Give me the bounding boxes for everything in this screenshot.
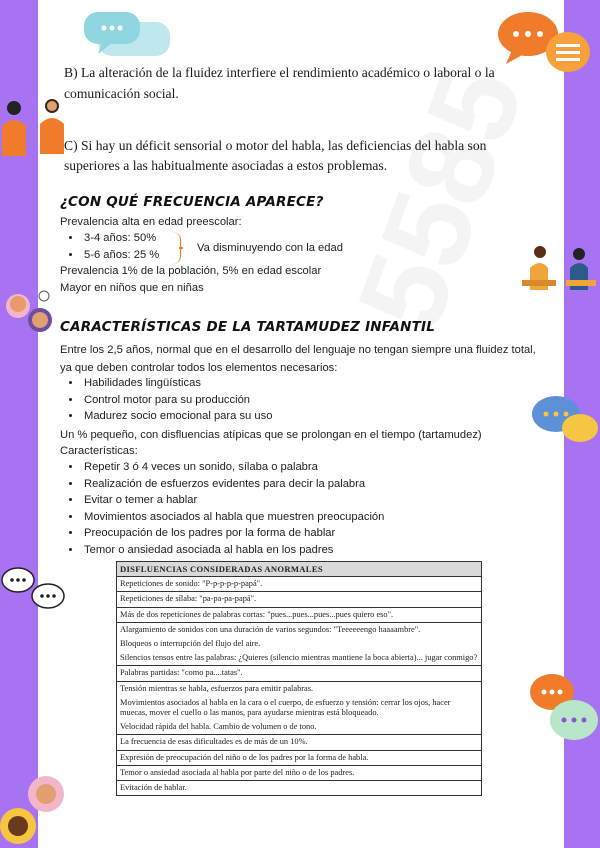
disfluencias-table — [116, 561, 482, 796]
table-row: Temor o ansiedad asociada al habla por parte del niño o de los padres. — [117, 765, 482, 780]
table-row: Expresión de preocupación del niño o de los padres por la forma de habla. — [117, 750, 482, 765]
table-row: Tensión mientras se habla, esfuerzos para emitir palabras. — [117, 681, 482, 696]
typing-bubbles-icon — [0, 566, 72, 612]
porcentaje-text: Un % pequeño, con disfluencias atípicas que se prolongan en el tiempo (tartamudez) — [60, 429, 482, 441]
caracteristicas-label: Características: — [60, 445, 138, 457]
table-row: Bloqueos o interrupción del flujo del aire. — [117, 637, 482, 651]
table-row: Alargamiento de sonidos con una duración de varios segundos: "Teeeeeengo haaaambre". — [117, 622, 482, 637]
list-item: • 5-6 años: 25 % — [82, 247, 159, 264]
table-row: Silencios tensos entre las palabras: ¿Quieres (silencio mientras mantiene la boca abierta)... jugar conmigo? — [117, 651, 482, 666]
list-item: • Movimientos asociados al habla que muestren preocupación — [82, 509, 384, 526]
caracteristicas-list — [64, 459, 384, 559]
table-row: Movimientos asociados al habla en la cara o el cuerpo, de esfuerzo y tensión: cerrar los ojos, hacer muecas, mover el cuello o las manos, para ayudarse mientras está bloqueado. — [117, 696, 482, 720]
frecuencia-heading: ¿CON QUÉ FRECUENCIA APARECE? — [60, 194, 324, 210]
list-item: • Evitar o temer a hablar — [82, 492, 384, 509]
brace-tip — [179, 247, 183, 249]
list-item: • Realización de esfuerzos evidentes para decir la palabra — [82, 476, 384, 493]
mayor-ninos: Mayor en niños que en niñas — [60, 282, 204, 294]
speech-bubbles-icon — [84, 8, 174, 60]
orange-chat-bubbles-icon — [522, 670, 600, 750]
colorful-speech-bubbles-icon — [530, 392, 600, 448]
people-talking-icon — [0, 96, 72, 166]
section-b-text: B) La alteración de la fluidez interfiere el rendimiento académico o laboral o la comunicación social. — [64, 65, 495, 101]
list-item: • Madurez socio emocional para su uso — [82, 408, 272, 425]
table-row: Palabras partidas: "como pa....tatas". — [117, 666, 482, 681]
people-bottom-icon — [0, 774, 74, 848]
list-item: • Temor o ansiedad asociada al habla en los padres — [82, 542, 384, 559]
girls-chatting-icon — [0, 288, 62, 340]
prevalencia-list — [64, 230, 159, 263]
list-item: • 3-4 años: 50% — [82, 230, 159, 247]
table-row: Evitación de hablar. — [117, 781, 482, 796]
table-row: Más de dos repeticiones de palabras cortas: "pues...pues...pues...pues quiero eso". — [117, 607, 482, 622]
conversation-people-icon — [522, 238, 598, 292]
list-item: • Repetir 3 ó 4 veces un sonido, sílaba o palabra — [82, 459, 384, 476]
intro-text: Entre los 2,5 años, normal que en el desarrollo del lenguaje no tengan siempre una fluidez total, ya que deben controlar todos los elementos necesarios: — [60, 344, 536, 374]
table-row: Repeticiones de sonido: "P-p-p-p-p-papá". — [117, 577, 482, 592]
list-item: • Preocupación de los padres por la forma de hablar — [82, 525, 384, 542]
table-header: DISFLUENCIAS CONSIDERADAS ANORMALES — [117, 562, 482, 577]
caracteristicas-heading: CARACTERÍSTICAS DE LA TARTAMUDEZ INFANTIL — [60, 319, 436, 335]
table-row: La frecuencia de esas dificultades es de más de un 10%. — [117, 735, 482, 750]
prevalencia-intro: Prevalencia alta en edad preescolar: — [60, 216, 242, 228]
table-row: Repeticiones de sílaba: "pa-pa-pa-papá". — [117, 592, 482, 607]
table-row: Velocidad rápida del habla. Cambio de volumen o de tono. — [117, 720, 482, 735]
brace-note: Va disminuyendo con la edad — [197, 242, 343, 254]
list-item: • Control motor para su producción — [82, 392, 272, 409]
section-c-text: C) Si hay un déficit sensorial o motor del habla, las deficiencias del habla son superiores a las habitualmente asociadas a estos problemas. — [64, 138, 487, 173]
elementos-list — [64, 375, 272, 425]
list-item: • Habilidades lingüísticas — [82, 375, 272, 392]
prevalencia-escolar: Prevalencia 1% de la población, 5% en edad escolar — [60, 265, 322, 277]
